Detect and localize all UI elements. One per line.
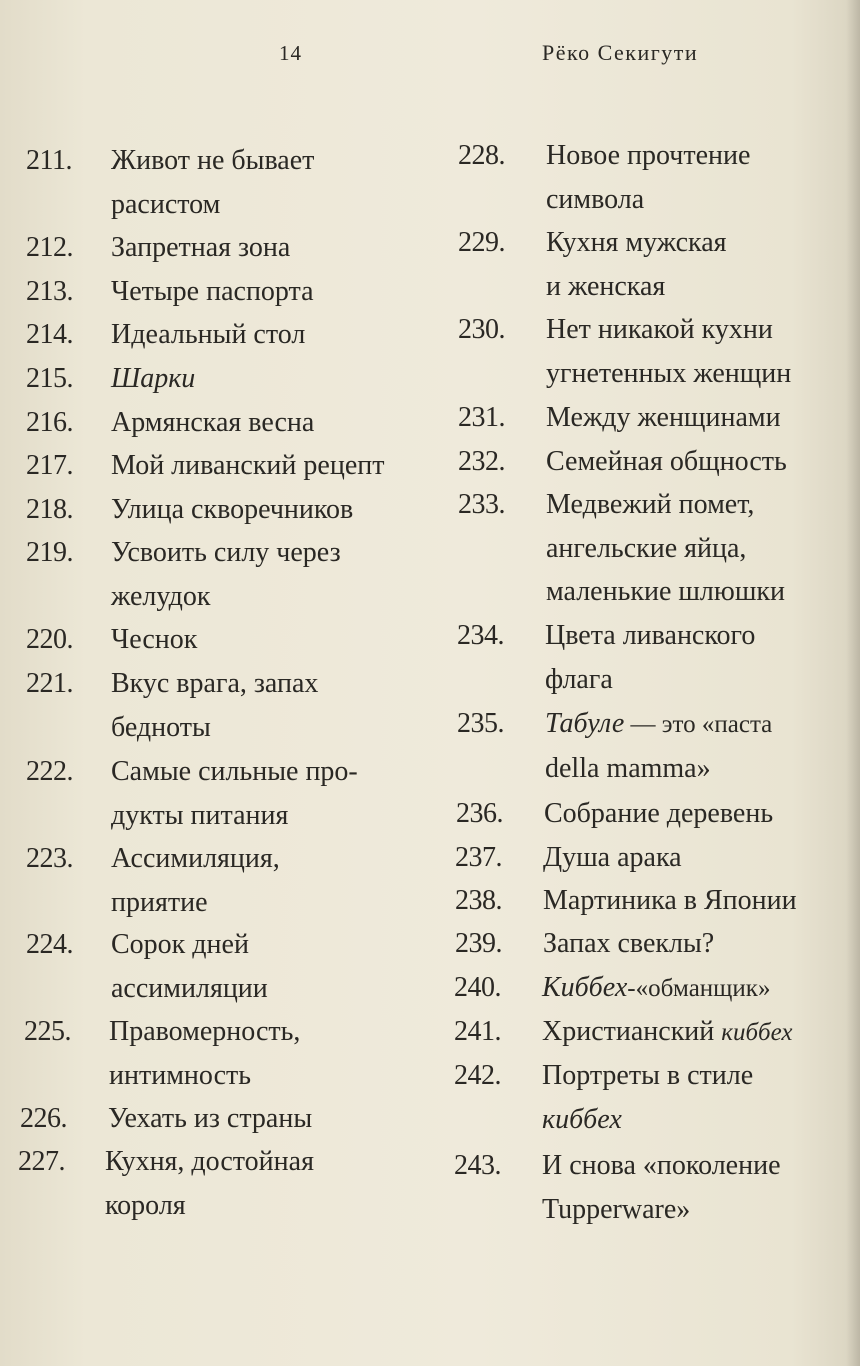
entry-title: Нет никакой кухни угнетенных женщин <box>546 314 792 389</box>
entry-number: 236. <box>456 798 503 829</box>
entry-title: Ассимиляция, приятие <box>111 843 280 918</box>
entry-number: 211. <box>26 145 72 176</box>
entry-number: 229. <box>458 227 505 258</box>
entry-title: Запретная зона <box>111 232 291 263</box>
entry-number: 224. <box>26 929 73 960</box>
entry-title: Семейная общность <box>546 446 787 477</box>
entry-number: 216. <box>26 407 73 438</box>
entry-number: 213. <box>26 276 73 307</box>
entry-number: 223. <box>26 843 73 874</box>
entry-title: Мой ливанский рецепт <box>111 450 385 481</box>
entry-number: 237. <box>455 842 502 873</box>
entry-number: 215. <box>26 363 73 394</box>
entry-number: 232. <box>458 446 505 477</box>
entry-number: 240. <box>454 972 501 1003</box>
entry-number: 228. <box>458 140 505 171</box>
entry-title: Между женщинами <box>546 402 781 433</box>
entry-title: Четыре паспорта <box>111 276 314 307</box>
entry-number: 231. <box>458 402 505 433</box>
entry-number: 222. <box>26 756 73 787</box>
entry-title: Цвета ливанского флага <box>545 620 756 695</box>
entry-number: 218. <box>26 494 73 525</box>
entry-number: 234. <box>457 620 504 651</box>
entry-title: И снова «поколение Tupperware» <box>542 1150 781 1225</box>
entry-title: Усвоить силу через желудок <box>111 537 341 612</box>
entry-title: Вкус врага, запах бедноты <box>111 668 319 743</box>
entry-title: Живот не бывает расистом <box>111 145 315 220</box>
entry-number: 233. <box>458 489 505 520</box>
entry-number: 220. <box>26 624 73 655</box>
entry-number: 219. <box>26 537 73 568</box>
entry-number: 217. <box>26 450 73 481</box>
entry-title: Чеснок <box>111 624 198 655</box>
entry-title: Новое прочтение символа <box>546 140 751 215</box>
entry-title: Самые сильные про- дукты питания <box>111 756 358 831</box>
entry-number: 230. <box>458 314 505 345</box>
entry-number: 239. <box>455 928 502 959</box>
entry-title: Кухня мужская и женская <box>546 227 727 302</box>
entry-title: Правомерность, интимность <box>109 1016 301 1091</box>
entry-number: 212. <box>26 232 73 263</box>
entry-title: Улица скворечников <box>111 494 354 525</box>
entry-number: 241. <box>454 1016 501 1047</box>
entry-number: 225. <box>24 1016 71 1047</box>
entry-title: Собрание деревень <box>544 798 774 829</box>
page-number: 14 <box>279 41 302 65</box>
entry-title: Запах свеклы? <box>543 928 715 959</box>
entry-number: 242. <box>454 1060 501 1091</box>
entry-title: Уехать из страны <box>108 1103 313 1134</box>
entry-title: Армянская весна <box>111 407 315 438</box>
running-head: Рёко Секигути <box>542 40 699 65</box>
entry-number: 226. <box>20 1103 67 1134</box>
entry-title: Кухня, достойная короля <box>105 1146 314 1221</box>
entry-title: Душа арака <box>543 842 682 873</box>
entry-number: 227. <box>18 1146 65 1177</box>
entry-number: 221. <box>26 668 73 699</box>
entry-number: 214. <box>26 319 73 350</box>
entry-title: Мартиника в Японии <box>543 885 797 916</box>
entry-title: Портреты в стиле киббех <box>542 1060 754 1135</box>
entry-number: 243. <box>454 1150 501 1181</box>
entry-number: 235. <box>457 708 504 739</box>
entry-title: Идеальный стол <box>111 319 306 350</box>
entry-number: 238. <box>455 885 502 916</box>
entry-title: Киббех-«обманщик» <box>542 972 771 1003</box>
entry-title: Медвежий помет, ангельские яйца, маленькие шлюшки <box>546 489 785 607</box>
entry-title: Шарки <box>111 363 196 394</box>
entry-title: Сорок дней ассимиляции <box>111 929 268 1004</box>
entry-title: Табуле — это «паста della mamma» <box>545 708 773 784</box>
entry-title: Христианский киббех <box>542 1016 793 1047</box>
page-edge-shadow <box>846 0 860 1366</box>
